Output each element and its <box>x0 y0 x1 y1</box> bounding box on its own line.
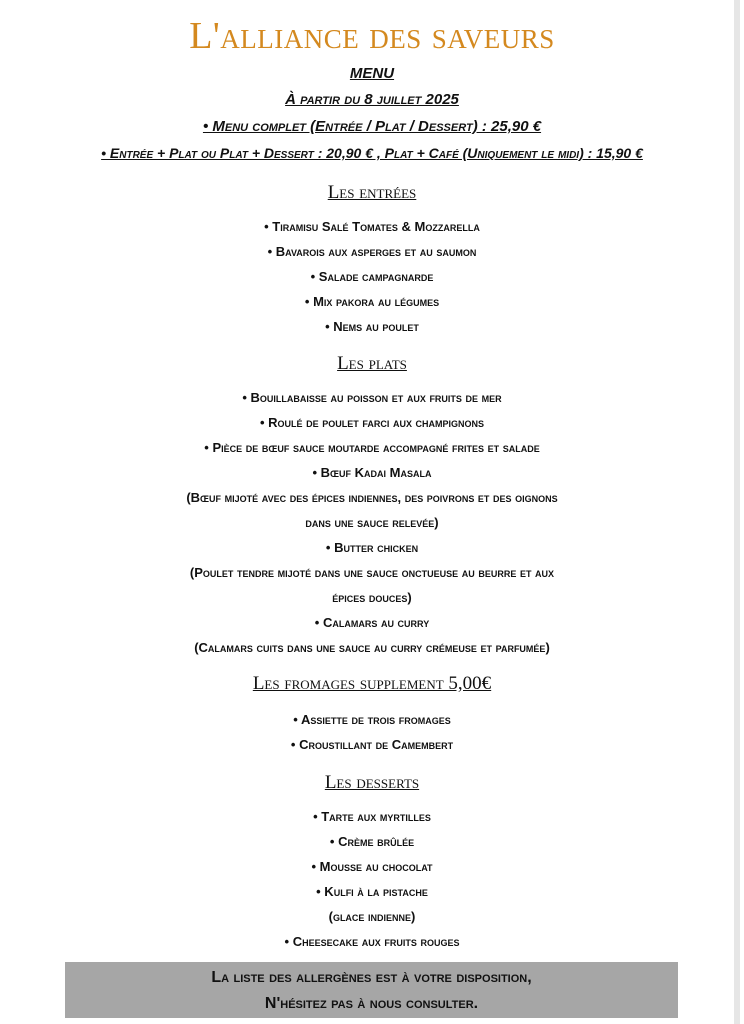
menu-heading: MENU <box>349 65 395 82</box>
section-desserts <box>0 770 744 954</box>
formula-partial: • Entrée + Plat ou Plat + Dessert : 20,90 € , Plat + Café (Uniquement le midi) : 15,90 € <box>101 145 643 161</box>
list-item: • Croustillant de Camembert <box>290 737 454 752</box>
list-item: • Tarte aux myrtilles <box>313 809 431 824</box>
list-item: • Pièce de bœuf sauce moutarde accompagné frites et salade <box>204 440 540 455</box>
list-item: • Crème brûlée <box>329 834 415 849</box>
list-item: • Assiette de trois fromages <box>293 712 451 727</box>
list-item: • Tiramisu Salé Tomates & Mozzarella <box>264 219 480 234</box>
list-item: (glace indienne) <box>328 909 416 924</box>
list-item: • Mousse au chocolat <box>311 859 433 874</box>
list-item: • Bœuf Kadai Masala <box>312 465 432 480</box>
list-item: • Butter chicken <box>325 540 419 555</box>
list-item: dans une sauce relevée) <box>305 515 439 530</box>
allergen-notice-line2: N'hésitez pas à nous consulter. <box>264 995 479 1012</box>
list-item: • Bavarois aux asperges et au saumon <box>267 244 477 259</box>
section-fromages <box>0 671 744 757</box>
section-title: Les entrées <box>327 182 417 203</box>
formula-complete: • Menu complet (Entrée / Plat / Dessert) : 25,90 € <box>202 118 542 135</box>
allergen-notice <box>65 962 678 1018</box>
list-item: (Poulet tendre mijoté dans une sauce onctueuse au beurre et aux <box>189 565 555 580</box>
section-title: Les plats <box>337 353 407 374</box>
list-item: • Calamars au curry <box>314 615 430 630</box>
allergen-notice-line1: La liste des allergènes est à votre disposition, <box>211 969 532 986</box>
list-item: (Bœuf mijoté avec des épices indiennes, des poivrons et des oignons <box>186 490 558 505</box>
section-entrees <box>0 180 744 339</box>
list-item: • Roulé de poulet farci aux champignons <box>259 415 485 430</box>
section-title: Les fromages supplement 5,00€ <box>252 673 492 694</box>
list-item: • Bouillabaisse au poisson et aux fruits de mer <box>242 390 502 405</box>
section-title: Les desserts <box>324 772 420 793</box>
list-item: • Mix pakora au légumes <box>304 294 440 309</box>
list-item: (Calamars cuits dans une sauce au curry crémeuse et parfumée) <box>194 640 550 655</box>
list-item: • Cheesecake aux fruits rouges <box>284 934 460 949</box>
list-item: • Salade campagnarde <box>310 269 434 284</box>
list-item: • Kulfi à la pistache <box>316 884 428 899</box>
list-item: • Nems au poulet <box>325 319 419 334</box>
list-item: épices douces) <box>332 590 412 605</box>
section-plats <box>0 351 744 660</box>
menu-date: À partir du 8 juillet 2025 <box>285 91 459 108</box>
restaurant-title: L'alliance des saveurs <box>189 15 555 57</box>
